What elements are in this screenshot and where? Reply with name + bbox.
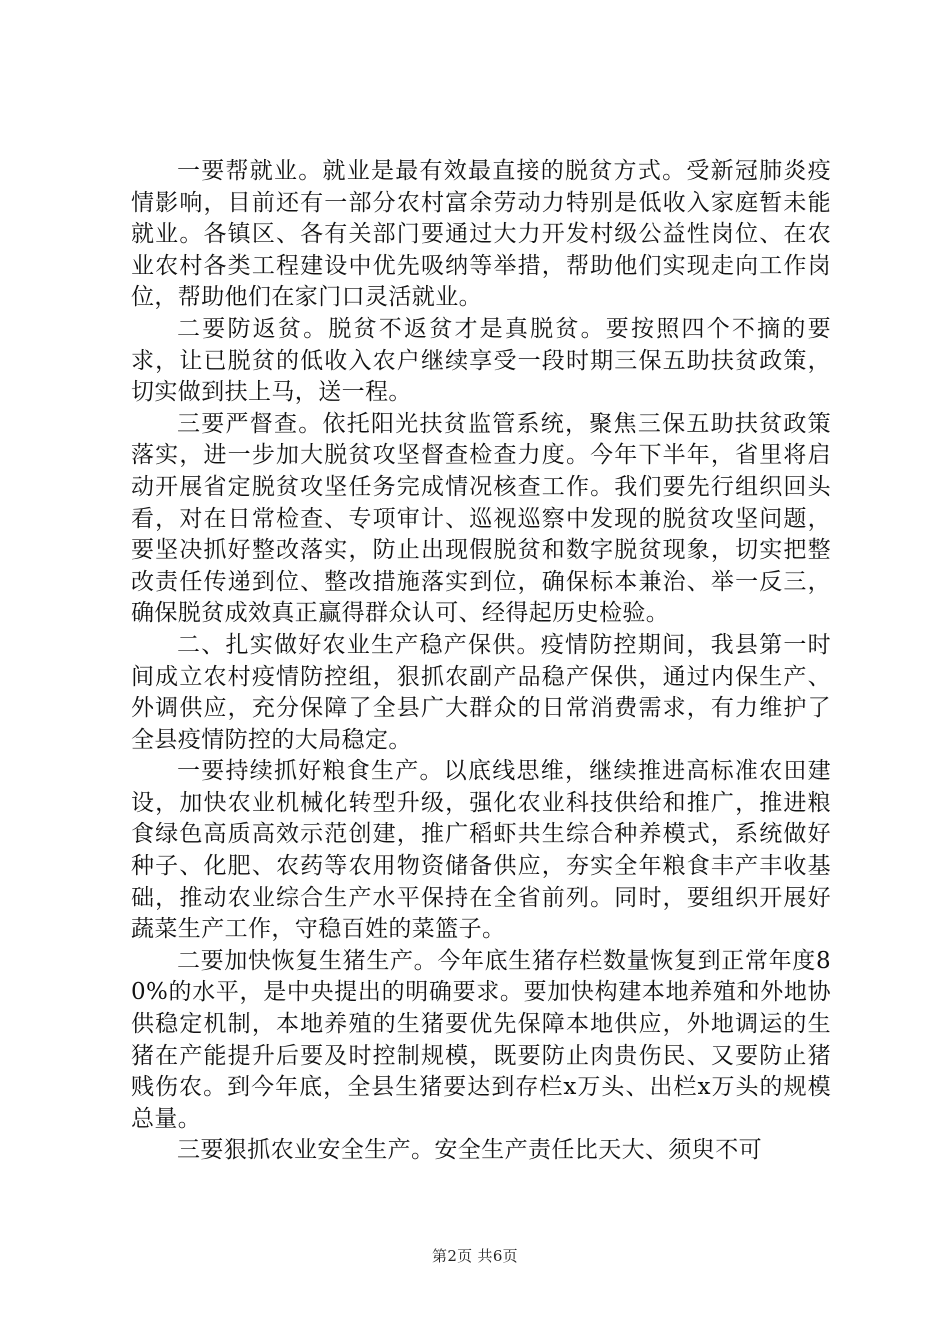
paragraph-agri-safety: 三要狠抓农业安全生产。安全生产责任比天大、须臾不可 [177,1137,762,1164]
document-body [131,156,831,1167]
paragraph-prevent-return-poverty: 二要防返贫。脱贫不返贫才是真脱贫。要按照四个不摘的要求，让已脱贫的低收入农户继续享受一段时期三保五助扶贫政策，切实做到扶上马，送一程。 [131,315,831,406]
page-number-footer: 第2页 共6页 [432,1247,518,1265]
paragraph-grain-production: 一要持续抓好粮食生产。以底线思维，继续推进高标准农田建设，加快农业机械化转型升级，强化农业科技供给和推广，推进粮食绿色高质高效示范创建，推广稻虾共生综合种养模式，系统做好种子、化肥、农药等农用物资储备供应，夯实全年粮食丰产丰收基础，推动农业综合生产水平保持在全省前列。同时，要组织开展好蔬菜生产工作，守稳百姓的菜篮子。 [131,758,831,943]
paragraph-supervision: 三要严督查。依托阳光扶贫监管系统，聚焦三保五助扶贫政策落实，进一步加大脱贫攻坚督查检查力度。今年下半年，省里将启动开展省定脱贫攻坚任务完成情况核查工作。我们要先行组织回头看，对在日常检查、专项审计、巡视巡察中发现的脱贫攻坚问题，要坚决抓好整改落实，防止出现假脱贫和数字脱贫现象，切实把整改责任传递到位、整改措施落实到位，确保标本兼治、举一反三，确保脱贫成效真正赢得群众认可、经得起历史检验。 [131,410,831,627]
paragraph-pig-production: 二要加快恢复生猪生产。今年底生猪存栏数量恢复到正常年度80%的水平，是中央提出的明确要求。要加快构建本地养殖和外地协供稳定机制，本地养殖的生猪要优先保障本地供应，外地调运的生猪在产能提升后要及时控制规模，既要防止肉贵伤民、又要防止猪贱伤农。到今年底，全县生猪要达到存栏x万头、出栏x万头的规模总量。 [131,947,831,1132]
paragraph-agri-supply: 二、扎实做好农业生产稳产保供。疫情防控期间，我县第一时间成立农村疫情防控组，狠抓农副产品稳产保供，通过内保生产、外调供应，充分保障了全县广大群众的日常消费需求，有力维护了全县疫情防控的大局稳定。 [131,631,831,753]
paragraph-employment: 一要帮就业。就业是最有效最直接的脱贫方式。受新冠肺炎疫情影响，目前还有一部分农村富余劳动力特别是低收入家庭暂未能就业。各镇区、各有关部门要通过大力开发村级公益性岗位、在农业农村各类工程建设中优先吸纳等举措，帮助他们实现走向工作岗位，帮助他们在家门口灵活就业。 [131,158,831,311]
